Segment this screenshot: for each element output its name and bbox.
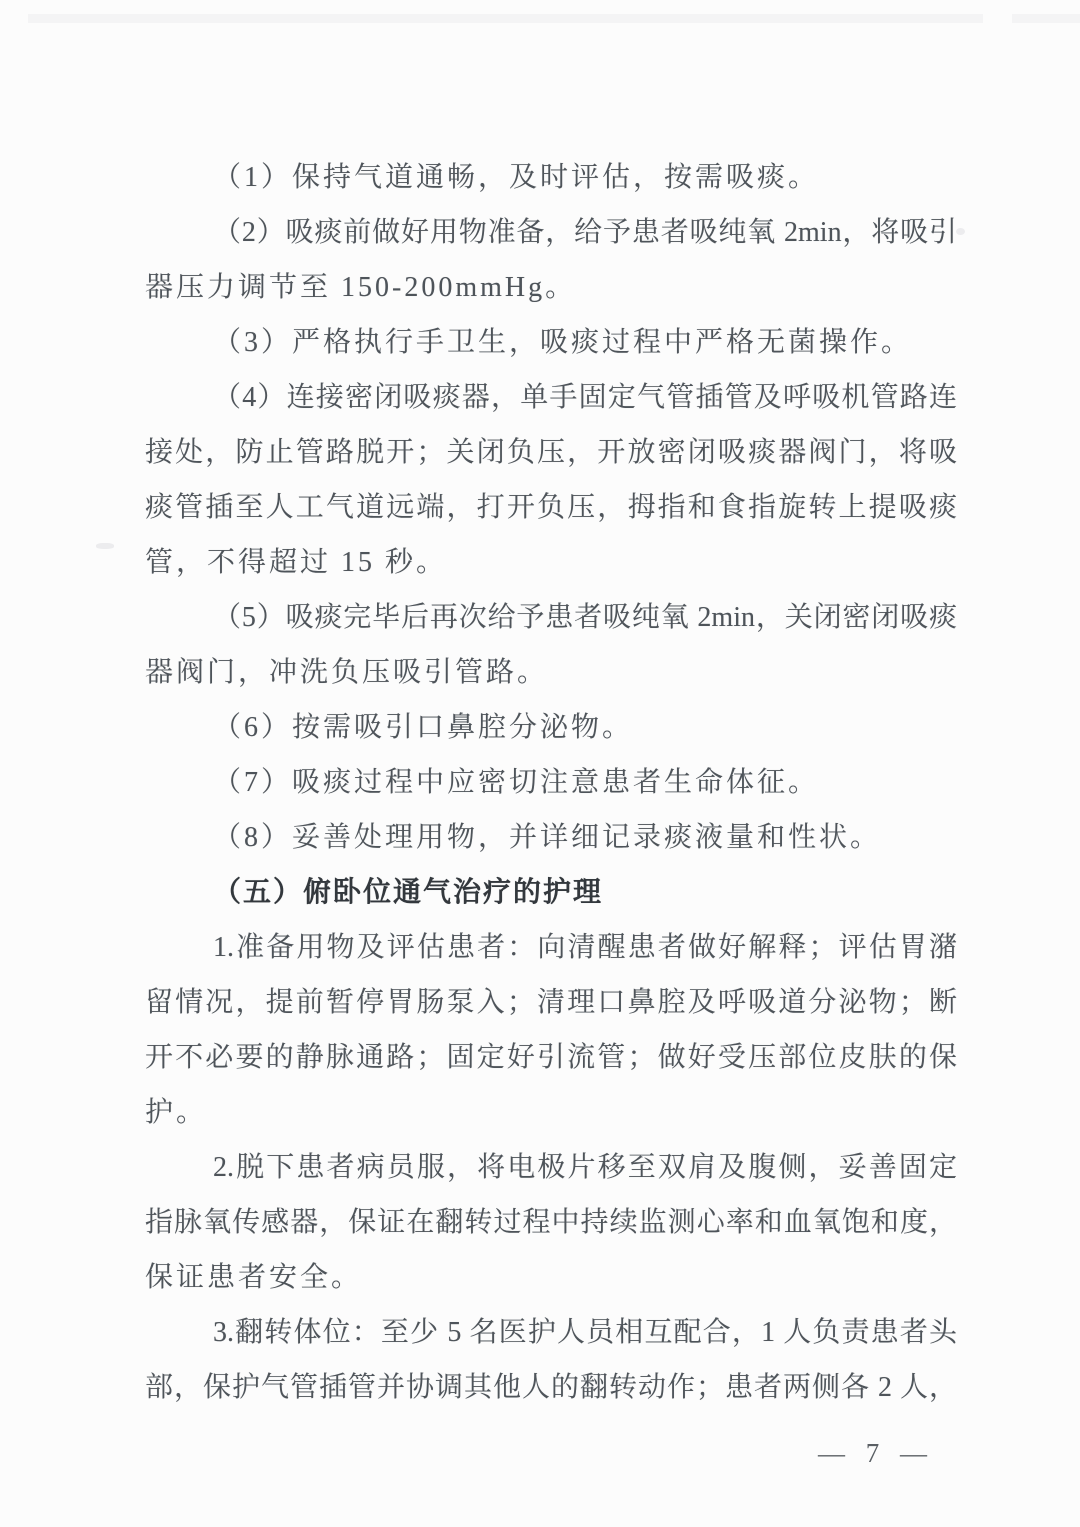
paragraph [145, 590, 957, 700]
text-line: （3）严格执行手卫生，吸痰过程中严格无菌操作。 [213, 327, 913, 358]
text-line: （6）按需吸引口鼻腔分泌物。 [213, 712, 634, 743]
text-line: 管，不得超过 15 秒。 [145, 547, 448, 578]
paragraph [145, 205, 957, 315]
text-line: （1）保持气道通畅，及时评估，按需吸痰。 [213, 162, 820, 193]
paragraph [145, 755, 957, 810]
section-heading-paragraph [145, 865, 957, 920]
text-line: 器阀门，冲洗负压吸引管路。 [145, 657, 549, 688]
text-line: （2）吸痰前做好用物准备，给予患者吸纯氧 2min，将吸引 [213, 217, 957, 248]
paragraph [145, 1305, 957, 1415]
paragraph [145, 810, 957, 865]
paragraph [145, 700, 957, 755]
text-line: 痰管插至人工气道远端，打开负压，拇指和食指旋转上提吸痰 [145, 492, 957, 523]
text-line: 接处，防止管路脱开；关闭负压，开放密闭吸痰器阀门，将吸 [145, 437, 957, 468]
paragraph [145, 920, 957, 1140]
text-line: （8）妥善处理用物，并详细记录痰液量和性状。 [213, 822, 882, 853]
text-line: 留情况，提前暂停胃肠泵入；清理口鼻腔及呼吸道分泌物；断 [145, 987, 957, 1018]
paragraph [145, 315, 957, 370]
text-line: 保证患者安全。 [145, 1262, 363, 1293]
paragraph [145, 1140, 957, 1305]
text-line: 部，保护气管插管并协调其他人的翻转动作；患者两侧各 2 人， [145, 1372, 957, 1403]
paragraph [145, 370, 957, 590]
scan-artifact-speck [956, 228, 965, 235]
text-line: 2.脱下患者病员服，将电极片移至双肩及腹侧，妥善固定 [213, 1152, 957, 1183]
scan-artifact-band [28, 14, 983, 23]
text-line: （5）吸痰完毕后再次给予患者吸纯氧 2min，关闭密闭吸痰 [213, 602, 957, 633]
text-line: 护。 [145, 1097, 208, 1128]
text-line: （7）吸痰过程中应密切注意患者生命体征。 [213, 767, 820, 798]
document-body [145, 150, 957, 1415]
text-line: 开不必要的静脉通路；固定好引流管；做好受压部位皮肤的保 [145, 1042, 957, 1073]
text-line: 1.准备用物及评估患者：向清醒患者做好解释；评估胃潴 [213, 932, 957, 963]
scan-artifact-band [1012, 14, 1080, 23]
text-line: 器压力调节至 150-200mmHg。 [145, 272, 577, 303]
section-heading: （五）俯卧位通气治疗的护理 [213, 877, 604, 908]
text-line: （4）连接密闭吸痰器，单手固定气管插管及呼吸机管路连 [213, 382, 957, 413]
text-line: 指脉氧传感器，保证在翻转过程中持续监测心率和血氧饱和度， [145, 1207, 957, 1238]
paragraph [145, 150, 957, 205]
page-number: — 7 — [818, 1438, 934, 1468]
text-line: 3.翻转体位：至少 5 名医护人员相互配合，1 人负责患者头 [213, 1317, 957, 1348]
scan-artifact-speck [96, 543, 114, 549]
